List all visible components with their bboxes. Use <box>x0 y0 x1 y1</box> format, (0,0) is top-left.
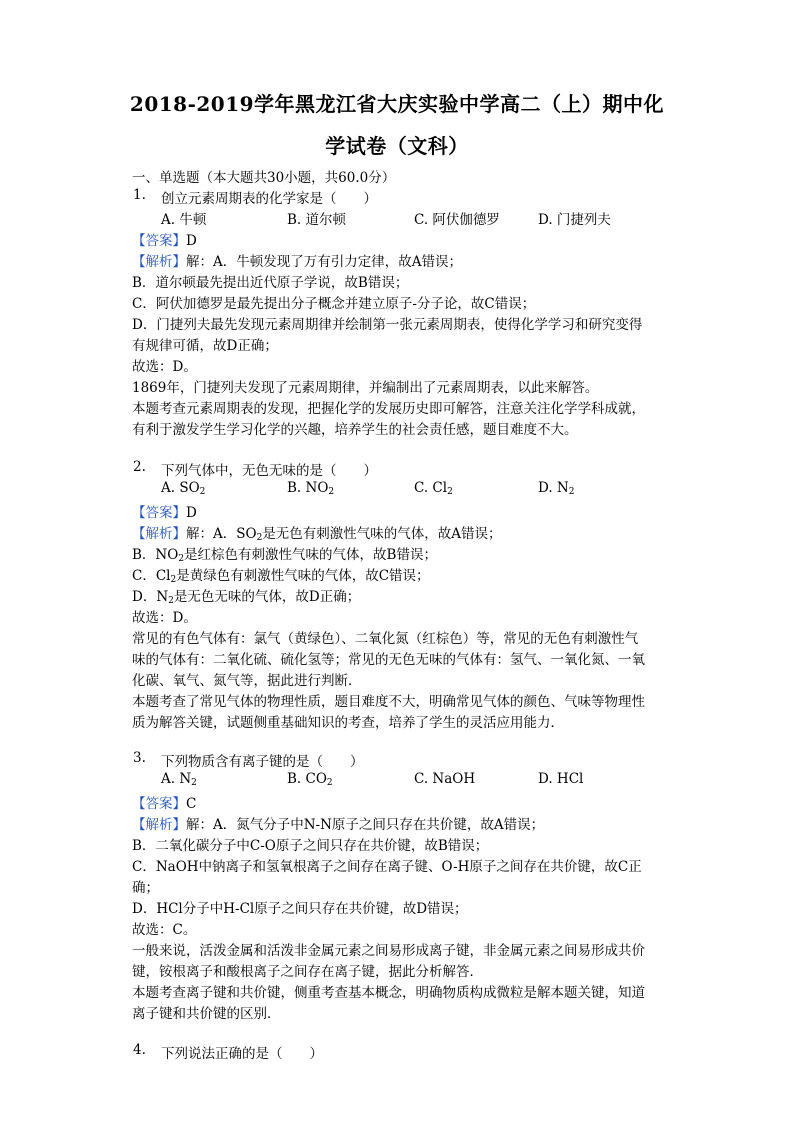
analysis-text: 味的气体有：二氧化硫、硫化氢等；常见的无色无味的气体有：氢气、一氧化氮、一氧 <box>132 652 645 668</box>
option-d: D. $N_2$ <box>538 480 575 497</box>
option-c: C. 阿伏伽德罗 <box>414 212 500 228</box>
analysis-text: D．HCl分子中H-Cl原子之间只存在共价键，故D错误； <box>132 901 468 917</box>
question-number: 4. <box>133 1042 146 1058</box>
analysis-text: 质为解答关键，试题侧重基础知识的考查，培养了学生的灵活应用能力． <box>132 715 564 731</box>
option-c: C. $Cl_2$ <box>414 480 453 497</box>
analysis-text: 确； <box>132 880 159 896</box>
analysis-text: 故选：D。 <box>132 610 197 626</box>
analysis-line <box>132 813 544 833</box>
analysis-text: 常见的有色气体有：氯气（黄绿色）、二氧化氮（红棕色）等，常见的无色有刺激性气 <box>132 631 639 647</box>
answer-value: D <box>186 233 197 249</box>
answer-tag: 【答案】 <box>132 233 186 249</box>
answer-line <box>132 501 197 521</box>
option-b: B. $CO_2$ <box>287 771 333 788</box>
analysis-text: C．NaOH中钠离子和氢氧根离子之间存在离子键、O-H原子之间存在共价键，故C正 <box>132 859 642 875</box>
option-a: A. $SO_2$ <box>161 480 206 497</box>
option-d: D. 门捷列夫 <box>538 212 611 228</box>
answer-value: C <box>186 796 197 812</box>
analysis-text: 本题考查离子键和共价键，侧重考查基本概念，明确物质构成微粒是解本题关键，知道 <box>132 985 645 1001</box>
option-b: B. $NO_2$ <box>287 480 335 497</box>
analysis-text: 解：A．氮气分子中N-N原子之间只存在共价键，故A错误； <box>186 817 545 833</box>
analysis-text: D．门捷列夫最先发现元素周期律并绘制第一张元素周期表，使得化学学习和研究变得 <box>132 317 643 333</box>
analysis-text: 有利于激发学生学习化学的兴趣，培养学生的社会责任感，题目难度不大。 <box>132 422 578 438</box>
analysis-tag: 【解析】 <box>132 817 186 833</box>
question-number: 2. <box>133 459 146 475</box>
exam-title-line1: 2018-2019学年黑龙江省大庆实验中学高二（上）期中化 <box>129 92 665 116</box>
analysis-text: 化碳、氧气、氮气等，据此进行判断． <box>132 673 362 689</box>
analysis-text: 解：A．牛顿发现了万有引力定律，故A错误； <box>186 254 462 270</box>
analysis-text: D．$N_2$是无色无味的气体，故D正确； <box>132 589 361 606</box>
exam-title-line2: 学试卷（文科） <box>325 134 469 158</box>
analysis-text: 离子键和共价键的区别． <box>132 1006 281 1022</box>
option-a: A. $N_2$ <box>161 771 197 788</box>
analysis-text: 本题考查了常见气体的物理性质，题目难度不大，明确常见气体的颜色、气味等物理性 <box>132 694 645 710</box>
analysis-line: 【解析】解：A．$SO_2$是无色有刺激性气味的气体，故A错误； <box>132 526 502 543</box>
option-a: A. 牛顿 <box>161 212 207 228</box>
analysis-text: C．阿伏加德罗是最先提出分子概念并建立原子-分子论，故C错误； <box>132 296 536 312</box>
analysis-text: B．道尔顿最先提出近代原子学说，故B错误； <box>132 275 409 291</box>
analysis-text: 故选：D。 <box>132 359 197 375</box>
option-d: D. HCl <box>538 771 584 787</box>
analysis-text: B．$NO_2$是红棕色有刺激性气味的气体，故B错误； <box>132 547 437 564</box>
analysis-text: 键，铵根离子和酸根离子之间存在离子键，据此分析解答． <box>132 964 483 980</box>
analysis-text: 故选：C。 <box>132 922 197 938</box>
analysis-text: 本题考查元素周期表的发现，把握化学的发展历史即可解答，注意关注化学学科成就， <box>132 401 645 417</box>
question-stem: 下列气体中，无色无味的是（ ） <box>161 463 377 479</box>
analysis-tag: 【解析】 <box>132 254 186 270</box>
answer-value: D <box>186 505 197 521</box>
analysis-tag: 【解析】 <box>132 526 186 542</box>
analysis-text: 一般来说，活泼金属和活泼非金属元素之间易形成离子键，非金属元素之间易形成共价 <box>132 943 645 959</box>
question-number: 1. <box>133 187 146 203</box>
answer-line <box>132 792 196 812</box>
analysis-text: B．二氧化碳分子中C-O原子之间只存在共价键，故B错误； <box>132 838 489 854</box>
answer-tag: 【答案】 <box>132 796 186 812</box>
analysis-text: C．$Cl_2$是黄绿色有刺激性气味的气体，故C错误； <box>132 568 430 585</box>
option-c: C. NaOH <box>414 771 476 787</box>
question-number: 3. <box>133 750 146 766</box>
section-heading: 一、单选题（本大题共30小题，共60.0分） <box>132 170 396 186</box>
question-stem: 下列物质含有离子键的是（ ） <box>161 754 364 770</box>
analysis-line <box>132 250 462 270</box>
question-stem: 下列说法正确的是（ ） <box>161 1046 323 1062</box>
analysis-text: 1869年，门捷列夫发现了元素周期律，并编制出了元素周期表，以此来解答。 <box>132 380 599 396</box>
analysis-text: 有规律可循，故D正确； <box>132 338 278 354</box>
option-b: B. 道尔顿 <box>287 212 347 228</box>
question-stem: 创立元素周期表的化学家是（ ） <box>161 191 377 207</box>
answer-line <box>132 229 197 249</box>
answer-tag: 【答案】 <box>132 505 186 521</box>
